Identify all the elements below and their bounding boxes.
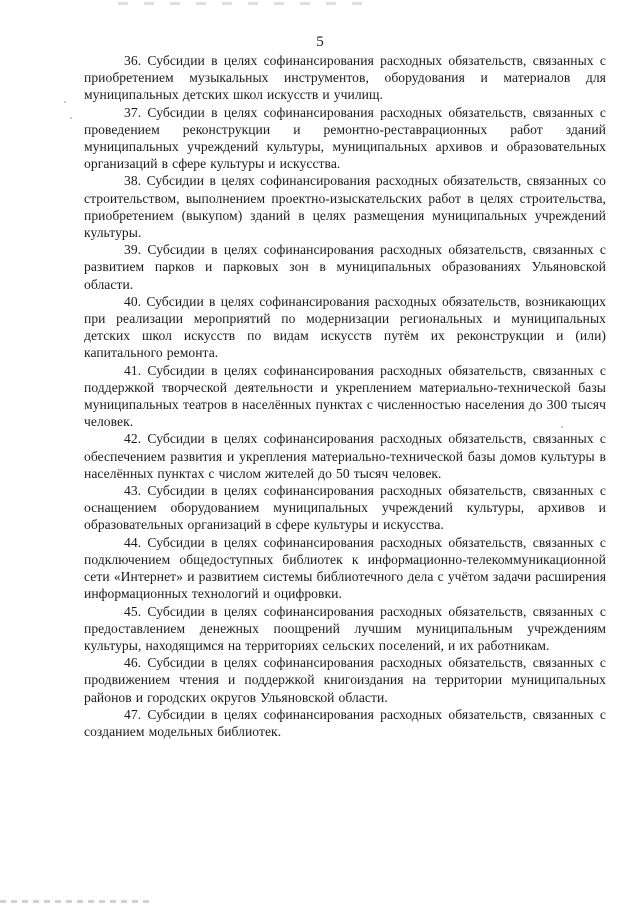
paragraph-41: 41. Субсидии в целях софинансирования расходных обязательств, связанных с поддержкой творческой деятельности и укреплением материально-технической базы муниципальных театров в населённых пунктах с численностью населения до 300 тысяч человек.	[84, 362, 606, 430]
page-number: 5	[316, 34, 324, 50]
scan-artifact-bottom	[0, 900, 150, 903]
paragraph-42: 42. Субсидии в целях софинансирования расходных обязательств, связанных с обеспечением развития и укрепления материально-технической базы домов культуры в населённых пунктах с числом жителей до 50 тысяч человек.	[84, 431, 606, 481]
paragraph-39: 39. Субсидии в целях софинансирования расходных обязательств, связанных с развитием парков и парковых зон в муниципальных образованиях Ульяновской области.	[84, 242, 606, 292]
paragraph-47: 47. Субсидии в целях софинансирования расходных обязательств, связанных с созданием модельных библиотек.	[84, 706, 606, 739]
paragraph-40: 40. Субсидии в целях софинансирования расходных обязательств, возникающих при реализации мероприятий по модернизации региональных и муниципальных детских школ искусств по видам искусств путём их реконструкции и (или) капитального ремонта.	[84, 293, 606, 361]
scan-artifact-top	[118, 2, 378, 5]
paragraph-45: 45. Субсидии в целях софинансирования расходных обязательств, связанных с предоставлением денежных поощрений лучшим муниципальным учреждениям культуры, находящимся на территориях сельских поселений, и их работникам.	[84, 603, 606, 653]
paragraph-36: 36. Субсидии в целях софинансирования расходных обязательств, связанных с приобретением музыкальных инструментов, оборудования и материалов для муниципальных детских школ искусств и училищ.	[84, 53, 606, 103]
paragraph-46: 46. Субсидии в целях софинансирования расходных обязательств, связанных с продвижением чтения и поддержкой книгоиздания на территории муниципальных районов и городских округов Ульяновской области.	[84, 655, 606, 705]
scan-speck	[70, 117, 72, 119]
paragraph-43: 43. Субсидии в целях софинансирования расходных обязательств, связанных с оснащением оборудованием муниципальных учреждений культуры, архивов и образовательных организаций в сфере культуры и искусства.	[84, 483, 606, 533]
paragraph-38: 38. Субсидии в целях софинансирования расходных обязательств, связанных со строительством, выполнением проектно-изыскательских работ в целях строительства, приобретением (выкупом) зданий в целях размещения муниципальных учреждений культуры.	[84, 173, 606, 241]
scan-speck	[64, 101, 66, 103]
document-body	[84, 52, 606, 740]
paragraph-44: 44. Субсидии в целях софинансирования расходных обязательств, связанных с подключением общедоступных библиотек к информационно-телекоммуникационной сети «Интернет» и развитием системы библиотечного дела с учётом задачи расширения информационных технологий и оцифровки.	[84, 534, 606, 602]
paragraph-37: 37. Субсидии в целях софинансирования расходных обязательств, связанных с проведением реконструкции и ремонтно-реставрационных работ зданий муниципальных учреждений культуры, муниципальных архивов и образовательных организаций в сфере культуры и искусства.	[84, 104, 606, 172]
